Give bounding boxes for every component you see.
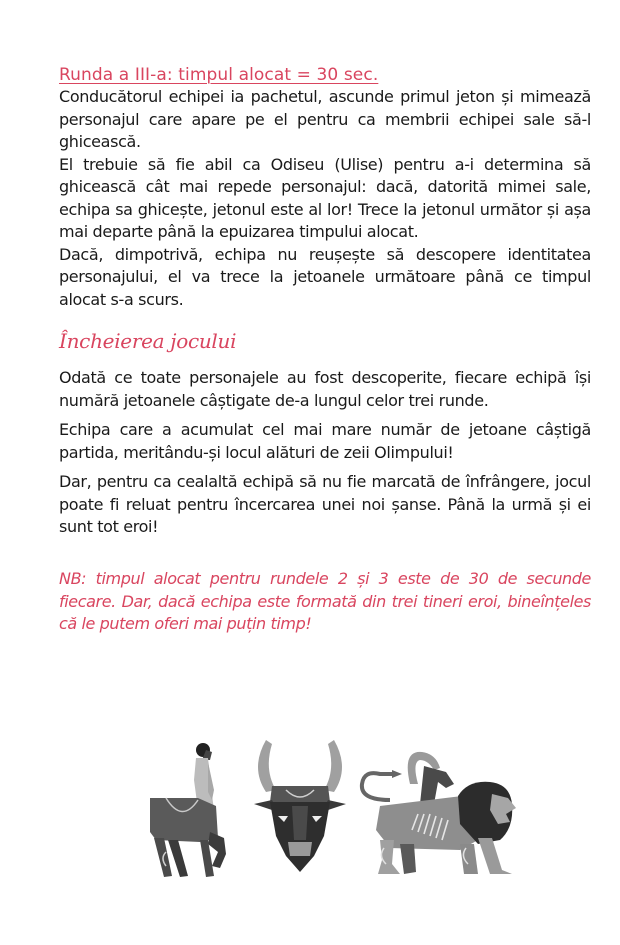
ending-paragraph-3: Dar, pentru ca cealaltă echipă să nu fie marcată de înfrângere, jocul poate fi reluat pentru încercarea unei noi șanse. Până la urmă și ei sunt tot eroi!: [59, 472, 591, 536]
ending-paragraph-2: Echipa care a acumulat cel mai mare număr de jetoane câștigă partida, meritându-și locul alături de zeii Olimpului!: [59, 420, 591, 462]
round-3-paragraph-3: Dacă, dimpotrivă, echipa nu reușește să descopere identitatea personajului, el va trece la jetoanele următoare până ce timpul alocat s-a scurs.: [59, 244, 591, 309]
round-3-paragraph-1: Conducătorul echipei ia pachetul, ascunde primul jeton și mimează personajul care apare pe el pentru ca membrii echipei sale să-l ghicească.: [59, 87, 591, 151]
bull-head-illustration: [254, 740, 346, 872]
note-text: NB: timpul alocat pentru rundele 2 și 3 este de 30 de secunde fiecare. Dar, dacă echipa este formată din trei tineri eroi, bineînțeles că le putem oferi mai puțin timp!: [59, 569, 591, 633]
round-3-paragraph-2: El trebuie să fie abil ca Odiseu (Ulise) pentru a-i determina să ghicească cât mai repede personajul: dacă, datorită mimei sale, echipa sa ghicește, jetonul este al lor! Trece la jetonul următor și așa mai departe până la epuizarea timpului alocat.: [59, 154, 591, 241]
illustrations: [150, 740, 520, 880]
note-block: [59, 568, 591, 636]
chimera-illustration: [362, 752, 516, 874]
round-3-heading: Runda a III-a: timpul alocat = 30 sec.: [59, 65, 379, 85]
centaur-illustration: [150, 743, 226, 877]
ending-heading: Încheierea jocului: [59, 329, 237, 353]
page-content: [59, 64, 591, 546]
ending-paragraph-1: Odată ce toate personajele au fost descoperite, fiecare echipă își numără jetoanele câștigate de-a lungul celor trei runde.: [59, 368, 591, 410]
